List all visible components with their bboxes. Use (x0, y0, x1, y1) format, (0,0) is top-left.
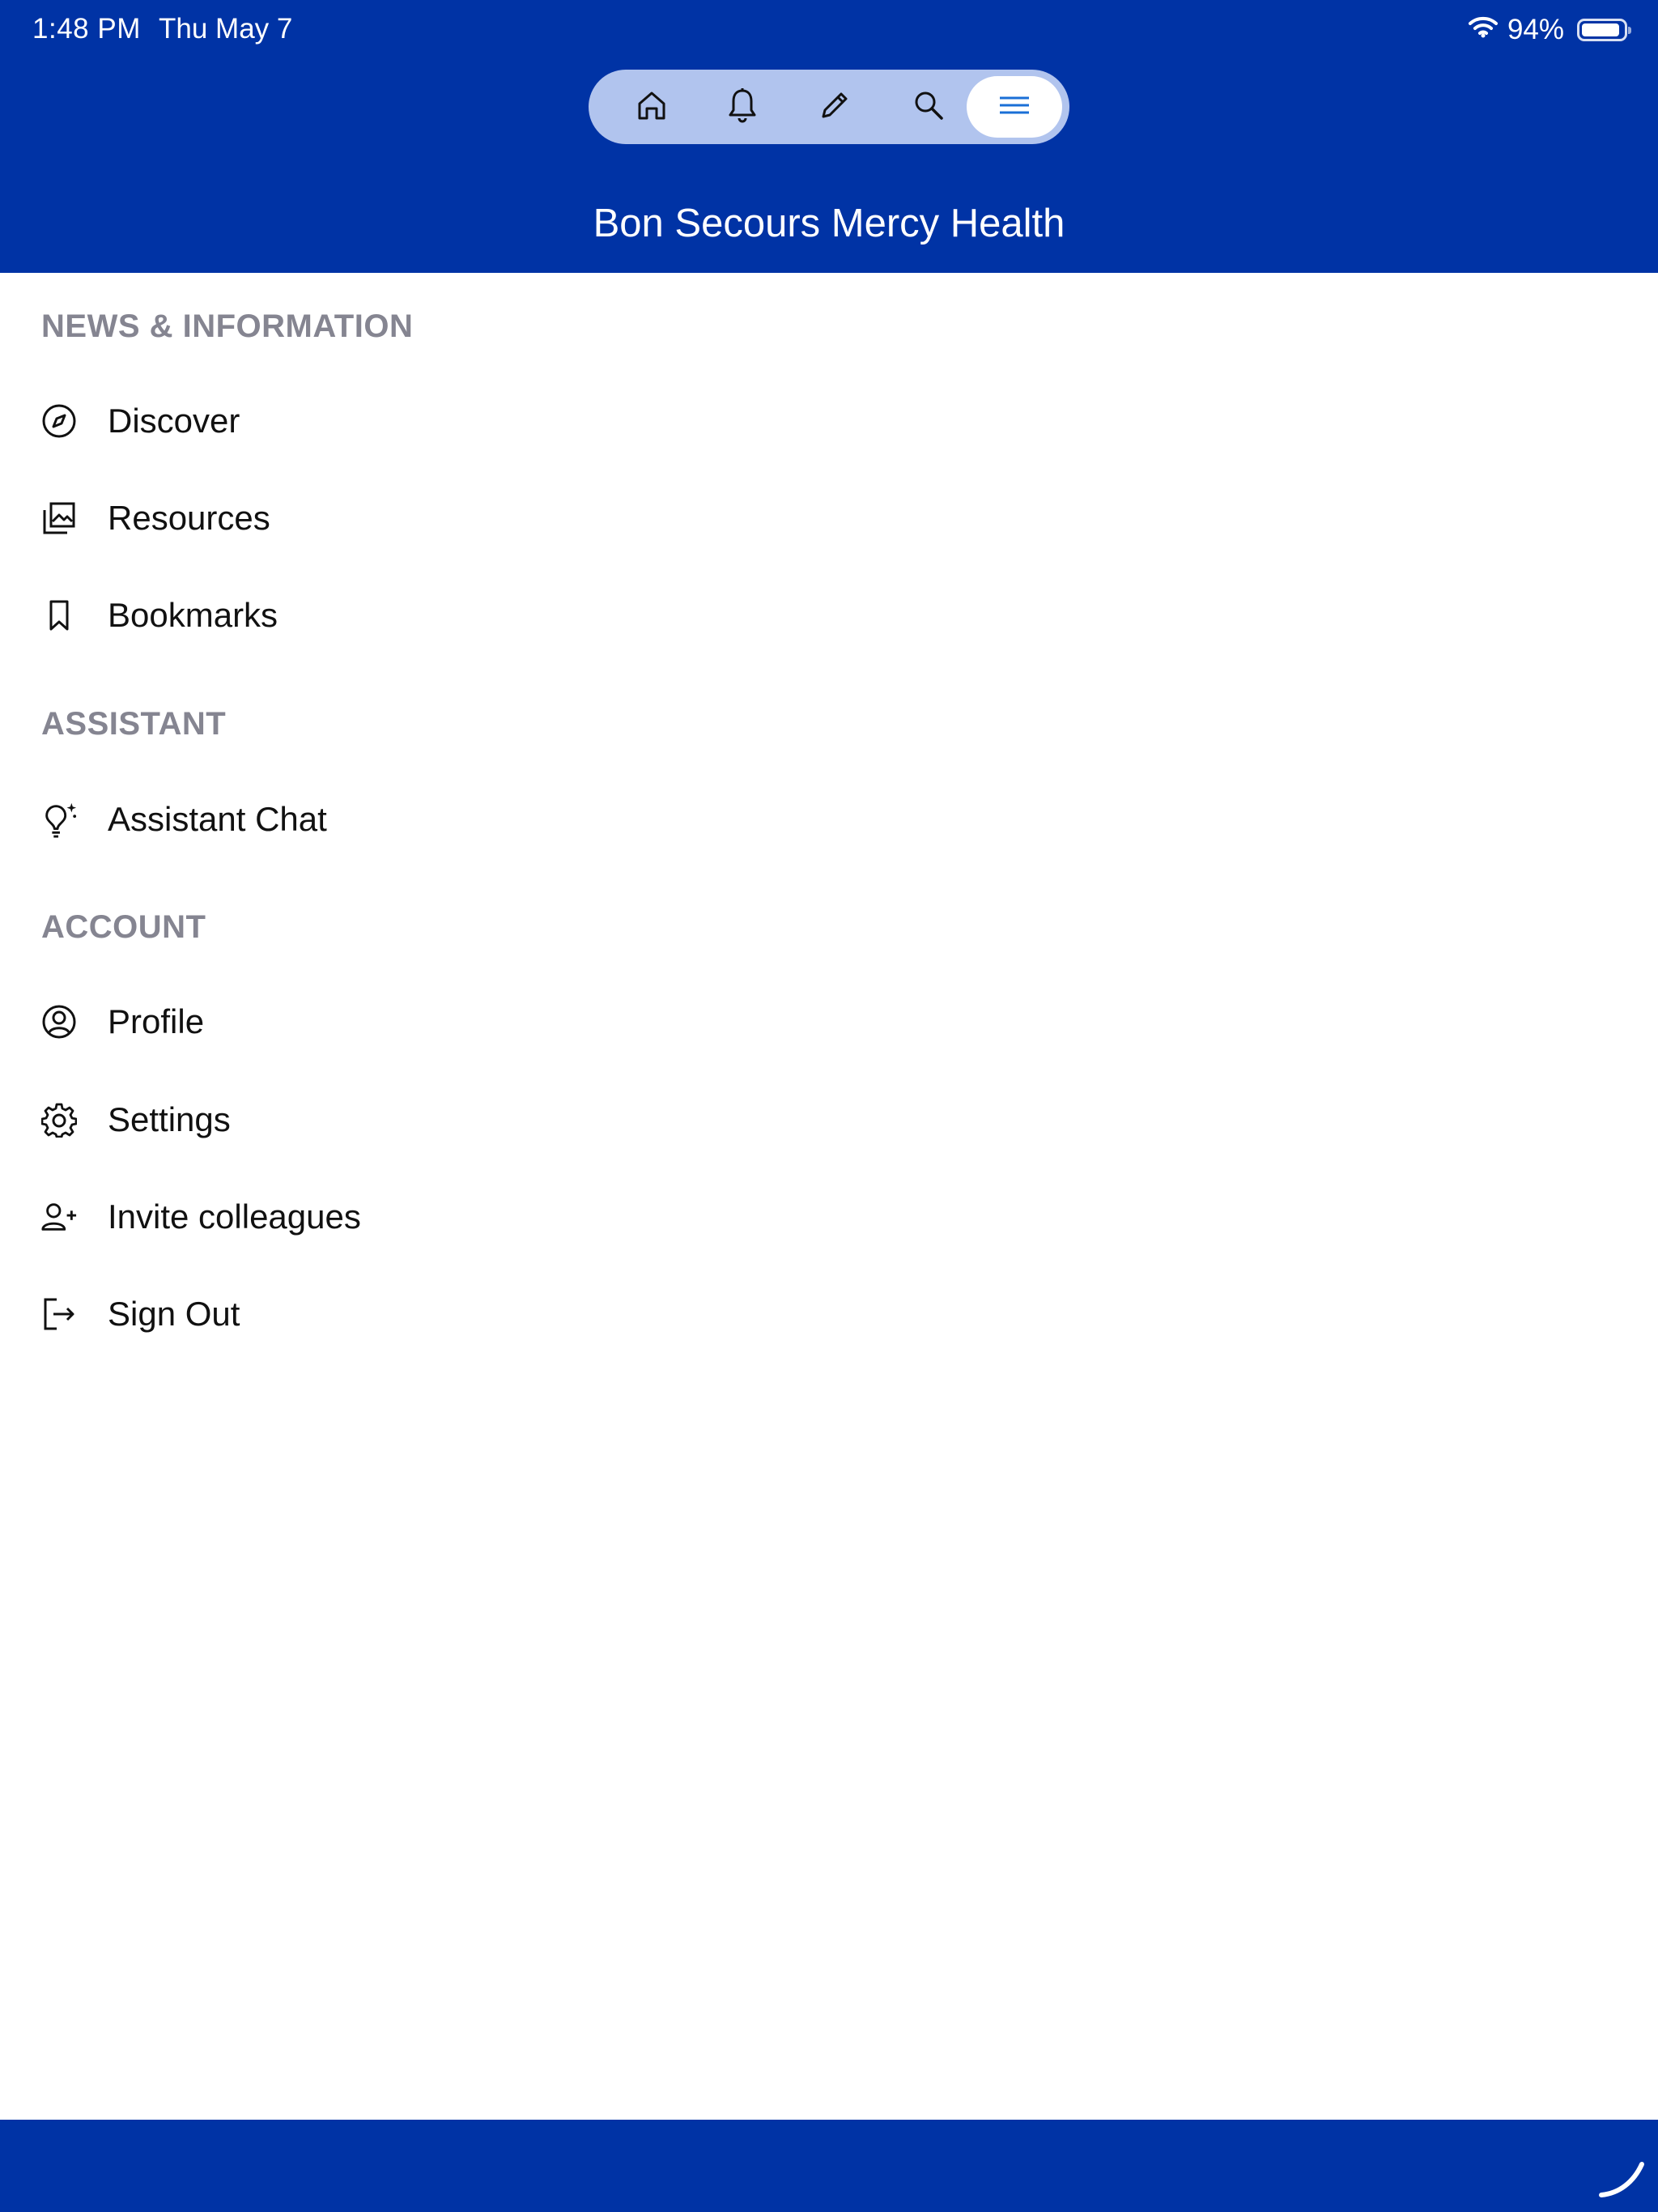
battery-icon (1577, 19, 1627, 41)
tab-menu[interactable] (967, 76, 1062, 138)
menu-item-label: Settings (108, 1100, 231, 1138)
menu-item-label: Bookmarks (108, 596, 278, 634)
pencil-icon (818, 89, 851, 125)
user-circle-icon (40, 1003, 78, 1040)
menu-item-invite-colleagues[interactable] (0, 1172, 1658, 1261)
menu-item-bookmarks[interactable] (0, 571, 1658, 660)
search-icon (912, 89, 945, 125)
menu-item-resources[interactable] (0, 474, 1658, 563)
compass-icon (40, 402, 78, 440)
tab-search[interactable] (882, 70, 976, 144)
bookmark-icon (40, 597, 78, 634)
wifi-icon (1467, 14, 1499, 46)
corner-arc-icon (1595, 2153, 1652, 2206)
section-header-news: NEWS & INFORMATION (41, 308, 414, 344)
menu-item-discover[interactable] (0, 376, 1658, 466)
home-icon (636, 89, 668, 125)
bell-icon (726, 87, 759, 127)
menu-item-label: Assistant Chat (108, 800, 327, 838)
menu-item-assistant-chat[interactable] (0, 775, 1658, 864)
gear-icon (40, 1101, 78, 1138)
page-title: Bon Secours Mercy Health (593, 202, 1065, 245)
status-indicators (1467, 11, 1627, 49)
section-header-assistant: ASSISTANT (41, 706, 227, 742)
tab-bar (589, 70, 1069, 144)
menu-item-label: Profile (108, 1002, 205, 1040)
user-plus-icon (40, 1198, 78, 1236)
menu-item-label: Invite colleagues (108, 1197, 361, 1236)
status-time: 1:48 PM (32, 13, 141, 45)
sign-out-icon (40, 1295, 78, 1333)
menu-item-label: Resources (108, 499, 270, 537)
menu-item-label: Sign Out (108, 1295, 240, 1333)
tab-home[interactable] (605, 70, 699, 144)
menu-item-profile[interactable] (0, 977, 1658, 1066)
battery-percent: 94% (1507, 14, 1564, 45)
menu-item-settings[interactable] (0, 1075, 1658, 1164)
top-bar (0, 0, 1658, 273)
tab-compose[interactable] (788, 70, 882, 144)
status-date: Thu May 7 (159, 13, 293, 45)
hamburger-icon (998, 93, 1031, 121)
section-header-account: ACCOUNT (41, 909, 206, 945)
photo-stack-icon (40, 500, 78, 537)
tab-notifications[interactable] (695, 70, 789, 144)
bottom-bar (0, 2120, 1658, 2212)
lightbulb-sparkle-icon (40, 801, 78, 838)
menu-item-sign-out[interactable] (0, 1270, 1658, 1359)
menu-item-label: Discover (108, 402, 240, 440)
